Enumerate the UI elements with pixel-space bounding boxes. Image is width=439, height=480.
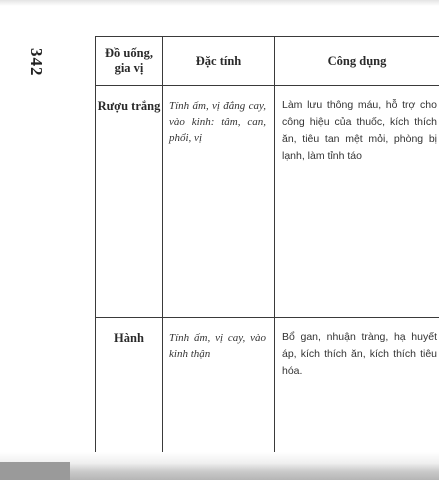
- page-number: [26, 48, 46, 77]
- page-top-shadow: [0, 0, 439, 6]
- row-use: Bổ gan, nhuận tràng, hạ huyết áp, kích thích ăn, kích thích tiêu hóa.: [275, 318, 439, 464]
- table-header-row: [96, 37, 439, 86]
- header-use: Công dụng: [275, 37, 439, 86]
- table-row: [96, 318, 439, 464]
- page-bottom-tab: [0, 462, 70, 480]
- row-use: Làm lưu thông máu, hỗ trợ cho công hiệu của thuốc, kích thích ăn, tiêu tan mệt mỏi, phòng bị lạnh, làm tỉnh táo: [275, 86, 439, 318]
- row-name: Hành: [96, 318, 163, 464]
- header-trait: Đặc tính: [163, 37, 275, 86]
- table-row: [96, 86, 439, 318]
- page-number-text: 342: [27, 48, 46, 77]
- row-trait: Tính ấm, vị đắng cay, vào kinh: tâm, can, phổi, vị: [163, 86, 275, 318]
- row-name: Rượu trắng: [96, 86, 163, 318]
- row-trait: Tính ấm, vị cay, vào kinh thận: [163, 318, 275, 464]
- remedy-table: [95, 36, 439, 464]
- header-drink-spice: Đồ uống, gia vị: [96, 37, 163, 86]
